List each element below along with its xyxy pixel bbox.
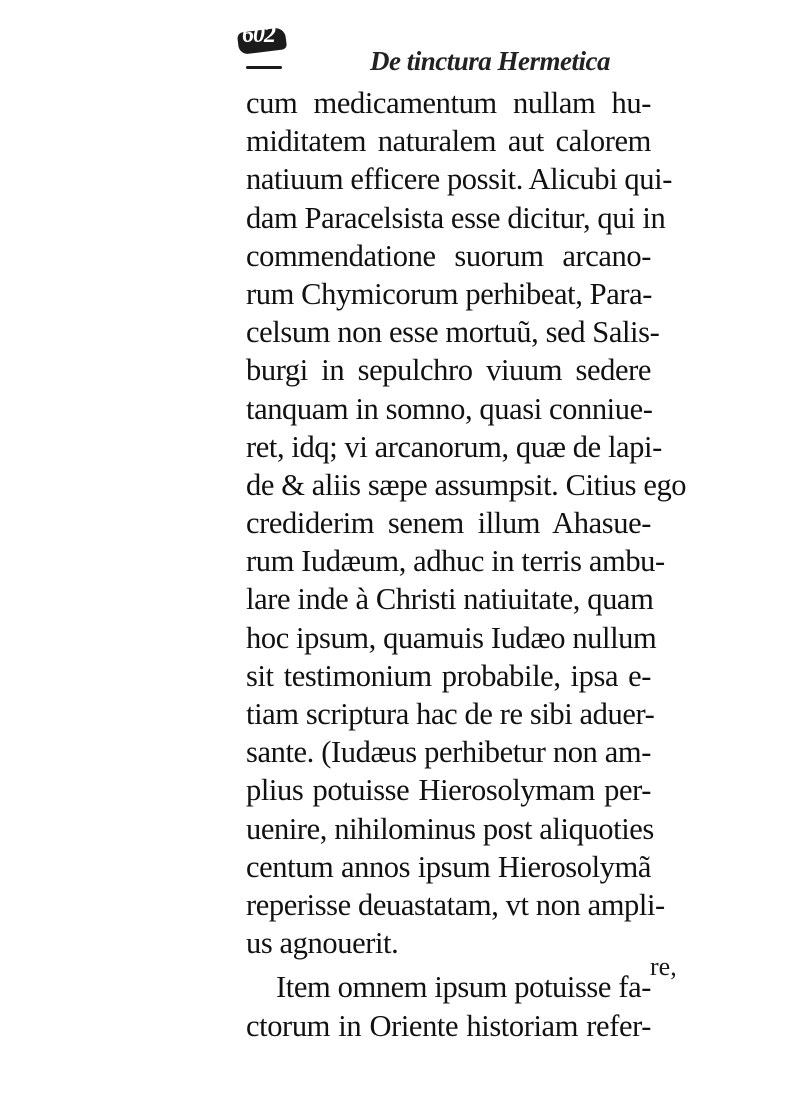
- text-line: rum Iudæum, adhuc in terris ambu-: [246, 544, 665, 579]
- text-line: sante. (Iudæus perhibetur non am-: [246, 735, 651, 770]
- text-line: natiuum efficere possit. Alicubi qui-: [246, 162, 672, 197]
- text-line: rum Chymicorum perhibeat, Para-: [246, 276, 653, 311]
- text-line: tiam scriptura hac de re sibi aduer-: [246, 697, 655, 731]
- text-line: celsum non esse mortuũ, sed Salis-: [246, 315, 660, 350]
- folio-underline: [246, 66, 282, 69]
- text-line: us agnouerit.: [246, 926, 399, 961]
- text-line: miditatem naturalem aut calorem: [246, 124, 651, 159]
- text-line: crediderim senem illum Ahasue-: [246, 506, 651, 541]
- text-line: commendatione suorum arcano-: [246, 238, 651, 273]
- page-number-text: 602: [242, 22, 275, 48]
- text-line: de & aliis sæpe assumpsit. Citius ego: [246, 467, 687, 502]
- text-line: sit testimonium probabile, ipsa e-: [246, 658, 651, 693]
- text-line: plius potuisse Hierosolymam per-: [246, 773, 651, 808]
- text-line: lare inde à Christi natiuitate, quam: [246, 582, 654, 617]
- text-line: dam Paracelsista esse dicitur, qui in: [246, 200, 666, 235]
- running-title: De tinctura Hermetica: [370, 46, 610, 76]
- text-line: hoc ipsum, quamuis Iudæo nullum: [246, 620, 657, 655]
- text-line: burgi in sepulchro viuum sedere: [246, 353, 651, 388]
- text-line: ctorum in Oriente historiam refer-: [246, 1008, 651, 1043]
- page-number: [238, 22, 288, 74]
- text-line: cum medicamentum nullam hu-: [246, 86, 651, 120]
- text-line: uenire, nihilominus post aliquoties: [246, 811, 654, 846]
- text-line: ret, idq; vi arcanorum, quæ de lapi-: [246, 429, 662, 464]
- text-block: [246, 84, 687, 1045]
- text-line: tanquam in somno, quasi conniue-: [246, 391, 653, 426]
- text-line: centum annos ipsum Hierosolymã: [246, 849, 651, 884]
- catchword: re,: [650, 952, 677, 981]
- paragraph-start-line: Item omnem ipsum potuisse fa-: [276, 970, 651, 1005]
- text-line: reperisse deuastatam, vt non ampli-: [246, 887, 665, 922]
